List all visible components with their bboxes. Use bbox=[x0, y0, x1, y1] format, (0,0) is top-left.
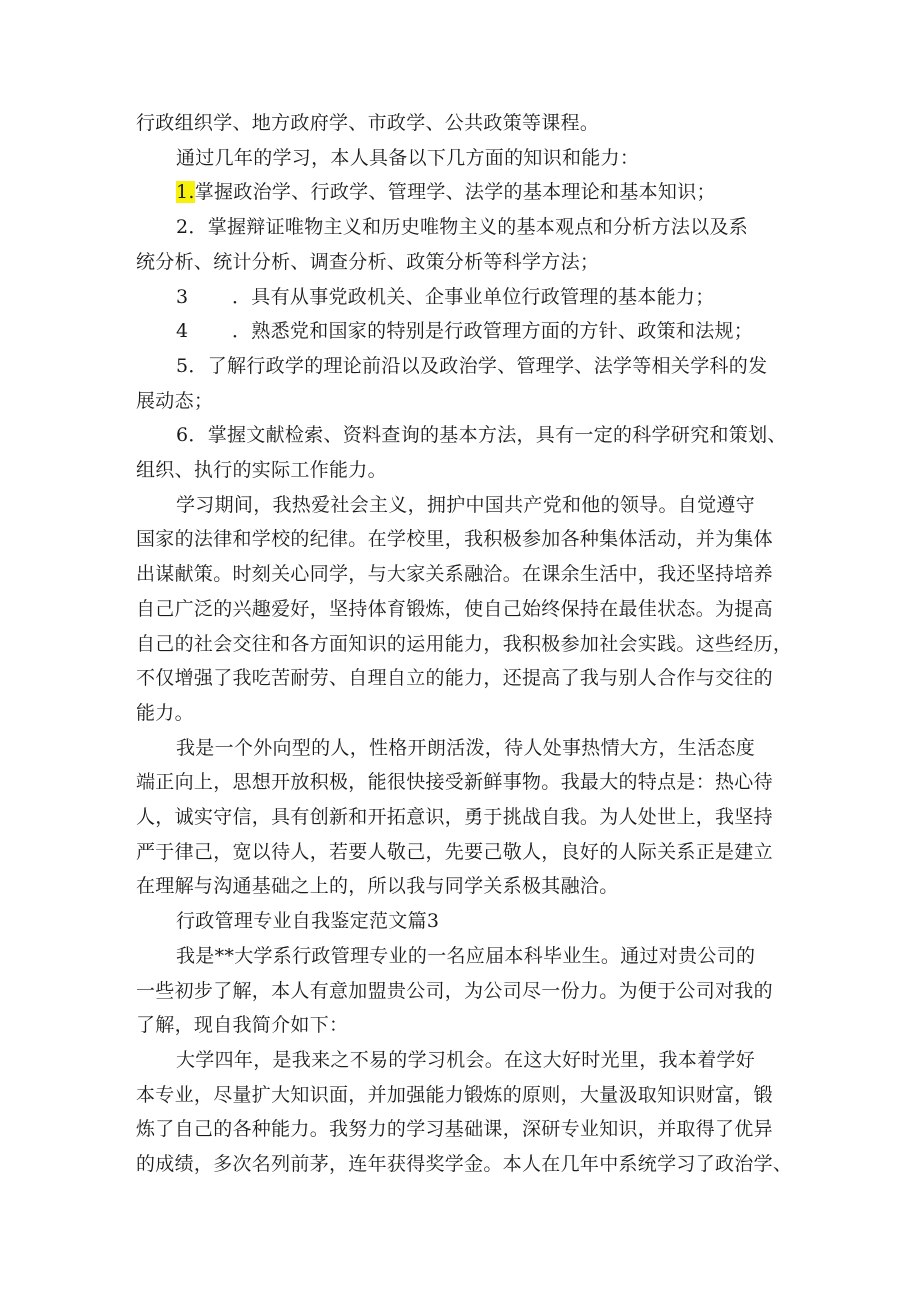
paragraph-line: 我是**大学系行政管理专业的一名应届本科毕业生。通过对贵公司的 bbox=[176, 944, 756, 967]
paragraph-line: 能力。 bbox=[136, 701, 194, 724]
text-line: 组织、执行的实际工作能力。 bbox=[136, 459, 387, 482]
paragraph-line: 一些初步了解，本人有意加盟贵公司，为公司尽一份力。为便于公司对我的 bbox=[136, 979, 773, 1002]
list-item-text: ．熟悉党和国家的特别是行政管理方面的方针、政策和法规； bbox=[232, 320, 754, 343]
paragraph-line: 自己广泛的兴趣爱好，坚持体育锻炼，使自己始终保持在最佳状态。为提高 bbox=[136, 597, 773, 620]
paragraph-line: 在理解与沟通基础之上的，所以我与同学关系极其融洽。 bbox=[136, 875, 619, 898]
list-item: 5．了解行政学的理论前沿以及政治学、管理学、法学等相关学科的发 bbox=[176, 354, 768, 377]
list-item bbox=[136, 314, 796, 349]
paragraph-line: 的成绩，多次名列前茅，连年获得奖学金。本人在几年中系统学习了政治学、 bbox=[136, 1153, 793, 1176]
paragraph-line: 炼了自己的各种能力。我努力的学习基础课，深研专业知识，并取得了优异 bbox=[136, 1118, 773, 1141]
paragraph-line: 端正向上，思想开放积极，能很快接受新鲜事物。我最大的特点是：热心待 bbox=[136, 771, 773, 794]
list-item: 2．掌握辩证唯物主义和历史唯物主义的基本观点和分析方法以及系 bbox=[176, 216, 749, 239]
paragraph-line: 本专业，尽量扩大知识面，并加强能力锻炼的原则，大量汲取知识财富，锻 bbox=[136, 1083, 773, 1106]
list-item bbox=[136, 280, 796, 315]
list-item bbox=[136, 175, 796, 210]
list-number: 4 bbox=[176, 320, 189, 343]
paragraph-line: 国家的法律和学校的纪律。在学校里，我积极参加各种集体活动，并为集体 bbox=[136, 528, 773, 551]
paragraph-line: 学习期间，我热爱社会主义，拥护中国共产党和他的领导。自觉遵守 bbox=[176, 493, 756, 516]
list-item-text: ．具有从事党政机关、企事业单位行政管理的基本能力； bbox=[232, 285, 715, 308]
paragraph-line: 人，诚实守信，具有创新和开拓意识，勇于挑战自我。为人处世上，我坚持 bbox=[136, 806, 773, 829]
text-line: 统分析、统计分析、调查分析、政策分析等科学方法； bbox=[136, 250, 600, 273]
list-item-text: 掌握政治学、行政学、管理学、法学的基本理论和基本知识； bbox=[194, 181, 716, 204]
list-number: 3 bbox=[176, 285, 189, 308]
paragraph-line: 出谋献策。时刻关心同学，与大家关系融洽。在课余生活中，我还坚持培养 bbox=[136, 563, 773, 586]
paragraph-line: 我是一个外向型的人，性格开朗活泼，待人处事热情大方，生活态度 bbox=[176, 736, 756, 759]
section-heading: 行政管理专业自我鉴定范文篇3 bbox=[176, 910, 440, 933]
text-line: 行政组织学、地方政府学、市政学、公共政策等课程。 bbox=[136, 112, 600, 134]
document-body bbox=[136, 106, 796, 1182]
list-item: 6．掌握文献检索、资料查询的基本方法，具有一定的科学研究和策划、 bbox=[176, 424, 787, 447]
paragraph-line: 大学四年，是我来之不易的学习机会。在这大好时光里，我本着学好 bbox=[176, 1048, 756, 1071]
paragraph-line: 自己的社会交往和各方面知识的运用能力，我积极参加社会实践。这些经历， bbox=[136, 632, 793, 655]
paragraph-line: 了解，现自我简介如下： bbox=[136, 1014, 349, 1037]
paragraph-line: 不仅增强了我吃苦耐劳、自理自立的能力，还提高了我与别人合作与交往的 bbox=[136, 667, 773, 690]
paragraph-line: 严于律己，宽以待人，若要人敬己，先要己敬人，良好的人际关系正是建立 bbox=[136, 840, 773, 863]
highlighted-number: 1. bbox=[176, 181, 195, 204]
text-line: 展动态； bbox=[136, 389, 214, 412]
text-line: 通过几年的学习，本人具备以下几方面的知识和能力： bbox=[176, 146, 640, 169]
